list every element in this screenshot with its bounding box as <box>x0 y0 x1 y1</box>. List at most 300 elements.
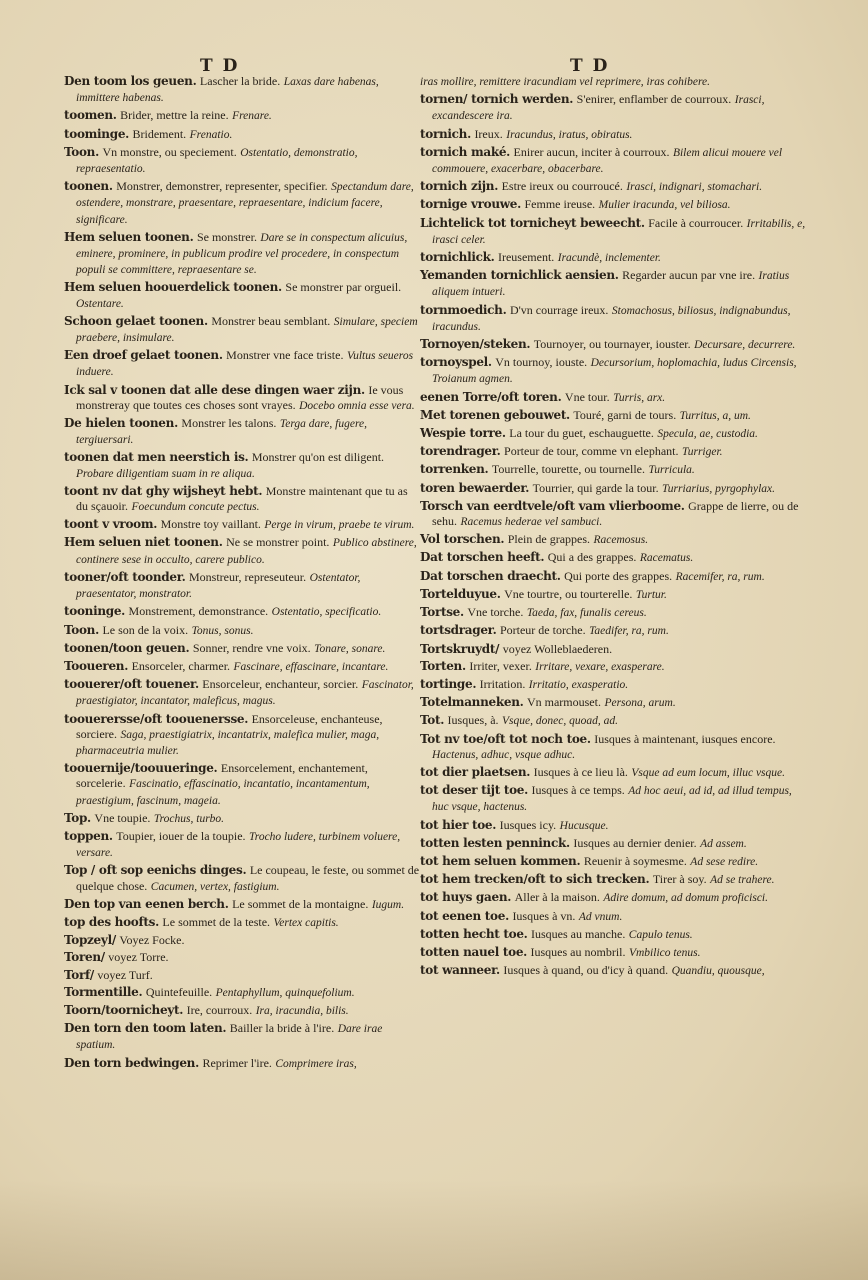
dictionary-entry <box>64 985 420 1001</box>
latin-gloss: Taeda, fax, funalis cereus. <box>526 607 647 620</box>
headword: toonen. <box>64 179 113 194</box>
french-gloss: Bailler la bride à l'ire. <box>229 1021 335 1036</box>
headword: Den torn den toom laten. <box>64 1021 227 1036</box>
french-gloss: Monstrement, demonstrance. <box>128 604 269 619</box>
latin-gloss: Ostentatio, demonstratio, repraesentatio. <box>76 146 358 176</box>
headword: Tortelduyue. <box>420 586 501 601</box>
dictionary-entry <box>64 915 420 931</box>
dictionary-entry <box>420 408 806 424</box>
left-column <box>64 74 420 1074</box>
headword: toomen. <box>64 108 117 123</box>
french-gloss: Porteur de torche. <box>499 623 586 638</box>
latin-gloss: Bilem alicui mouere vel commouere, exacerbare, obacerbare. <box>432 146 783 176</box>
french-gloss: Vne toupie. <box>94 810 151 825</box>
latin-gloss: Saga, praestigiatrix, incantatrix, malefica mulier, maga, pharmaceutria mulier. <box>76 728 380 757</box>
french-gloss: Iusques au nombril. <box>530 944 626 959</box>
french-gloss: Ensorcelement, enchantement, sorcelerie. <box>76 761 368 791</box>
headword: Toon. <box>64 622 99 637</box>
dictionary-entry <box>64 712 420 760</box>
french-gloss: Monstreur, represeuteur. <box>188 569 307 584</box>
latin-gloss: Ad vnum. <box>578 910 623 923</box>
headword: tornich zijn. <box>420 179 499 194</box>
french-gloss: Bridement. <box>132 126 187 141</box>
latin-gloss: Stomachosus, biliosus, indignabundus, iracundus. <box>432 304 791 333</box>
headword: Tot. <box>420 713 445 728</box>
dictionary-entry <box>64 383 420 414</box>
dictionary-entry <box>420 216 806 248</box>
headword: toppen. <box>64 828 113 843</box>
dictionary-entry <box>64 416 420 448</box>
dictionary-entry <box>420 390 806 406</box>
french-gloss: Se monstrer. <box>196 229 257 244</box>
french-gloss: Qui a des grappes. <box>547 550 637 565</box>
french-gloss: Tourrier, qui garde la tour. <box>532 480 659 495</box>
french-gloss: Irriter, vexer. <box>469 658 532 673</box>
page-shadow <box>0 1180 868 1280</box>
headword: toont v vroom. <box>64 517 158 532</box>
dictionary-entry <box>420 550 806 566</box>
latin-gloss: Trochus, turbo. <box>153 812 225 825</box>
french-gloss: Plein de grappes. <box>507 532 591 547</box>
latin-gloss: Turris, arx. <box>613 391 666 404</box>
dictionary-entry <box>420 481 806 497</box>
french-gloss: Quintefeuille. <box>145 984 213 999</box>
headword: Dat torschen draecht. <box>420 568 561 583</box>
dictionary-entry <box>64 145 420 177</box>
french-gloss: Vn monstre, ou speciement. <box>102 144 237 159</box>
latin-gloss: Racemifer, ra, rum. <box>675 570 765 583</box>
headword: torrenken. <box>420 462 489 477</box>
french-gloss: Iusques au dernier denier. <box>573 835 697 850</box>
french-gloss: Iusques à vn. <box>512 908 576 923</box>
french-gloss: Vn marmouset. <box>526 695 601 710</box>
dictionary-entry <box>64 897 420 913</box>
headword: tornoyspel. <box>420 355 492 370</box>
dictionary-entry <box>64 348 420 380</box>
latin-gloss: Hucusque. <box>559 819 609 832</box>
dictionary-entry <box>420 642 806 657</box>
latin-gloss: Racemosus. <box>593 534 649 547</box>
headword: tot hier toe. <box>420 817 497 832</box>
headword: tortsdrager. <box>420 623 497 638</box>
french-gloss: Le sommet de la montaigne. <box>232 896 369 911</box>
french-gloss: Reprimer l'ire. <box>202 1055 272 1070</box>
latin-gloss: Pentaphyllum, quinquefolium. <box>215 986 355 999</box>
french-gloss: Monstrer qu'on est diligent. <box>251 450 385 465</box>
french-gloss: Ne se monstrer point. <box>226 535 330 550</box>
headword: tortinge. <box>420 676 477 691</box>
headword: Tot nv toe/oft tot noch toe. <box>420 731 591 746</box>
headword: toouernije/toouueringe. <box>64 761 218 776</box>
french-gloss: Tourrelle, tourette, ou tournelle. <box>491 462 645 477</box>
dictionary-entry <box>64 1021 420 1053</box>
headword: tot hem trecken/oft to sich trecken. <box>420 872 650 887</box>
latin-gloss: Persona, arum. <box>604 697 676 710</box>
headword: Tortse. <box>420 605 464 620</box>
french-gloss: Le sommet de la teste. <box>162 914 271 929</box>
dictionary-entry <box>64 677 420 709</box>
latin-gloss: Publico abstinere, continere sese in occulto, carere publico. <box>76 537 417 566</box>
latin-gloss: Turritus, a, um. <box>679 409 751 422</box>
french-gloss: Porteur de tour, comme vn elephant. <box>504 444 679 459</box>
headword: Tormentille. <box>64 984 143 999</box>
dictionary-entry <box>64 863 420 894</box>
french-gloss: Monstrer les talons. <box>181 416 277 431</box>
french-gloss: Monstrer vne face triste. <box>226 348 344 363</box>
dictionary-entry <box>420 927 806 943</box>
headword: Totelmanneken. <box>420 695 524 710</box>
french-gloss: voyez Turf. <box>97 967 153 982</box>
dictionary-entry <box>64 623 420 639</box>
latin-gloss: Simulare, speciem praebere, insimulare. <box>76 315 418 345</box>
dictionary-entry <box>420 444 806 460</box>
dictionary-entry <box>64 933 420 948</box>
headword: Vol torschen. <box>420 532 505 547</box>
french-gloss: Le coupeau, le feste, ou sommet de quelque chose. <box>76 863 420 893</box>
latin-gloss: iras mollire, remittere iracundiam vel reprimere, iras cohibere. <box>420 76 711 88</box>
headword: Hem seluen hoouerdelick toonen. <box>64 280 282 295</box>
header-right: T D <box>570 56 610 76</box>
dictionary-entry <box>64 74 420 106</box>
french-gloss: Facile à courroucer. <box>648 215 744 230</box>
headword: tornmoedich. <box>420 302 507 317</box>
french-gloss: voyez Torre. <box>108 950 169 965</box>
dictionary-entry <box>420 945 806 961</box>
headword: Torsch van eerdtvele/oft vam vlierboome. <box>420 498 685 513</box>
latin-gloss: Fascinatio, effascinatio, incantatio, incantamentum, praestigium, fascinum, mageia. <box>76 778 370 807</box>
headword: tooner/oft toonder. <box>64 569 186 584</box>
french-gloss: Monstrer, demonstrer, representer, specifier. <box>116 179 328 194</box>
dictionary-entry <box>64 659 420 675</box>
headword: totten hecht toe. <box>420 926 528 941</box>
french-gloss: Iusques icy. <box>499 817 557 832</box>
dictionary-entry <box>64 517 420 533</box>
latin-gloss: Ad assem. <box>700 837 747 850</box>
latin-gloss: Perge in virum, praebe te virum. <box>264 519 415 532</box>
latin-gloss: Mulier iracunda, vel biliosa. <box>598 199 731 212</box>
french-gloss: Qui porte des grappes. <box>564 568 673 583</box>
latin-gloss: Turriarius, pyrgophylax. <box>662 482 776 495</box>
headword: torendrager. <box>420 444 501 459</box>
dictionary-entry <box>420 854 806 870</box>
latin-gloss: Specula, ae, custodia. <box>657 428 758 441</box>
dictionary-entry <box>64 761 420 809</box>
latin-gloss: Irritatio, exasperatio. <box>528 678 629 691</box>
headword: tot eenen toe. <box>420 908 509 923</box>
dictionary-entry <box>64 641 420 657</box>
headword: Torf/ <box>64 967 94 982</box>
french-gloss: Ireux. <box>474 126 503 141</box>
latin-gloss: Tonus, sonus. <box>191 624 254 637</box>
headword: Toren/ <box>64 950 105 965</box>
latin-gloss: Spectandum dare, ostendere, monstrare, praesentare, repraesentare, indicium facere, significare. <box>76 181 414 226</box>
headword: tornich maké. <box>420 144 511 159</box>
latin-gloss: Irasci, excandescere ira. <box>432 94 765 123</box>
latin-gloss: Docebo omnia esse vera. <box>299 399 415 412</box>
headword: Tornoyen/steken. <box>420 337 531 352</box>
headword: top des hoofts. <box>64 914 159 929</box>
latin-gloss: Dare irae spatium. <box>76 1023 383 1052</box>
latin-gloss: Cacumen, vertex, fastigium. <box>150 880 280 893</box>
headword: tot dier plaetsen. <box>420 764 531 779</box>
latin-gloss: Vmbilico tenus. <box>628 946 701 959</box>
headword: Lichtelick tot tornicheyt beweecht. <box>420 215 645 230</box>
latin-gloss: Decursare, decurrere. <box>694 339 796 352</box>
latin-gloss: Vsque, donec, quoad, ad. <box>502 715 618 728</box>
dictionary-entry <box>420 765 806 781</box>
headword: tot deser tijt toe. <box>420 783 529 798</box>
french-gloss: Ensorceler, charmer. <box>131 658 231 673</box>
french-gloss: Aller à la maison. <box>514 890 600 905</box>
headword: toouerer/oft touener. <box>64 677 199 692</box>
latin-gloss: Comprimere iras, <box>275 1057 357 1070</box>
latin-gloss: Irasci, indignari, stomachari. <box>626 181 763 194</box>
dictionary-entry <box>420 963 806 979</box>
dictionary-entry <box>420 605 806 621</box>
dictionary-entry <box>420 587 806 603</box>
dictionary-entry <box>420 337 806 353</box>
french-gloss: Tirer à soy. <box>652 872 707 887</box>
headword: tot wanneer. <box>420 963 500 978</box>
latin-gloss: Ad sese redire. <box>690 855 759 868</box>
french-gloss: Vne tour. <box>564 389 610 404</box>
latin-gloss: Vsque ad eum locum, illuc vsque. <box>631 766 786 779</box>
dictionary-entry <box>420 92 806 124</box>
latin-gloss: Iratius aliquem intueri. <box>432 270 790 299</box>
french-gloss: Se monstrer par orgueil. <box>285 280 402 295</box>
dictionary-entry <box>420 499 806 530</box>
latin-gloss: Turriger. <box>681 446 723 459</box>
latin-gloss: Ira, iracundia, bilis. <box>255 1004 349 1017</box>
dictionary-entry <box>420 569 806 585</box>
dictionary-entry <box>420 303 806 335</box>
french-gloss: La tour du guet, eschauguette. <box>509 426 654 441</box>
dictionary-entry <box>64 230 420 279</box>
dictionary-entry <box>420 909 806 925</box>
dictionary-entry <box>420 695 806 711</box>
headword: Een droef gelaet toonen. <box>64 348 223 363</box>
headword: tot huys gaen. <box>420 890 512 905</box>
dictionary-entry <box>420 818 806 834</box>
dictionary-entry <box>420 250 806 266</box>
latin-gloss: Vultus seueros induere. <box>76 350 414 379</box>
latin-gloss: Frenare. <box>232 110 272 123</box>
french-gloss: Sonner, rendre vne voix. <box>192 640 311 655</box>
dictionary-entry <box>64 968 420 983</box>
headword: Tortskruydt/ <box>420 641 500 656</box>
french-gloss: Lascher la bride. <box>199 74 281 88</box>
headword: tot hem seluen kommen. <box>420 853 581 868</box>
french-gloss: Monstrer beau semblant. <box>211 313 331 328</box>
french-gloss: Ire, courroux. <box>186 1002 253 1017</box>
french-gloss: Ensorceleuse, enchanteuse, sorciere. <box>76 711 383 741</box>
latin-gloss: Iracundus, iratus, obiratus. <box>506 128 633 141</box>
dictionary-entry <box>64 314 420 346</box>
french-gloss: Reuenir à soymesme. <box>583 853 687 868</box>
dictionary-entry <box>64 450 420 481</box>
latin-gloss: Foecundum concute pectus. <box>131 501 260 514</box>
french-gloss: Regarder aucun par vne ire. <box>622 268 756 283</box>
latin-gloss: Fascinare, effascinare, incantare. <box>233 660 389 673</box>
latin-gloss: Iracundè, inclementer. <box>557 252 661 265</box>
headword: Topzeyl/ <box>64 933 116 948</box>
french-gloss: Femme ireuse. <box>524 197 596 212</box>
headword: Met torenen gebouwet. <box>420 407 570 422</box>
latin-gloss: Taedifer, ra, rum. <box>589 625 669 638</box>
french-gloss: Ireusement. <box>497 250 555 265</box>
french-gloss: Tournoyer, ou tournayer, iouster. <box>533 337 691 352</box>
dictionary-entry <box>420 426 806 442</box>
latin-gloss: Hactenus, adhuc, vsque adhuc. <box>432 748 576 761</box>
latin-gloss: Racematus. <box>639 552 694 565</box>
latin-gloss: Turtur. <box>635 588 667 601</box>
headword: Dat torschen heeft. <box>420 550 545 565</box>
french-gloss: voyez Wolleblaederen. <box>502 641 613 656</box>
latin-gloss: Iugum. <box>371 898 405 911</box>
latin-gloss: Ostentare. <box>76 297 124 310</box>
french-gloss: Touré, garni de tours. <box>573 407 677 422</box>
latin-gloss: Probare diligentiam suam in re aliqua. <box>76 467 255 480</box>
headword: toouerersse/oft toouenersse. <box>64 711 249 726</box>
latin-gloss: Tonare, sonare. <box>314 642 386 655</box>
french-gloss: Iusques à quand, ou d'icy à quand. <box>503 963 669 978</box>
dictionary-entry <box>64 127 420 143</box>
dictionary-entry <box>420 355 806 387</box>
headword: tooninge. <box>64 604 126 619</box>
dictionary-entry <box>420 462 806 478</box>
dictionary-entry <box>420 127 806 143</box>
latin-gloss: Ad se trahere. <box>710 874 775 887</box>
dictionary-entry <box>420 713 806 729</box>
dictionary-entry <box>420 268 806 300</box>
dictionary-entry <box>420 659 806 675</box>
headword: tornige vrouwe. <box>420 197 522 212</box>
latin-gloss: Terga dare, fugere, tergiuersari. <box>76 418 367 447</box>
headword: tornichlick. <box>420 250 495 265</box>
latin-gloss: Racemus hederae vel sambuci. <box>460 516 603 529</box>
headword: Top / oft sop eenichs dinges. <box>64 863 247 878</box>
headword: Hem seluen toonen. <box>64 229 194 244</box>
headword: toonen dat men neerstich is. <box>64 450 249 465</box>
latin-gloss: Adire domum, ad domum proficisci. <box>603 892 768 905</box>
french-gloss: Voyez Focke. <box>119 933 185 948</box>
dictionary-entry <box>420 74 806 90</box>
latin-gloss: Trocho ludere, turbinem voluere, versare. <box>76 830 401 860</box>
dictionary-entry <box>64 535 420 567</box>
headword: Ick sal v toonen dat alle dese dingen waer zijn. <box>64 382 365 397</box>
headword: Torten. <box>420 658 466 673</box>
dictionary-entry <box>420 623 806 639</box>
dictionary-entry <box>420 783 806 815</box>
latin-gloss: Ostentator, praesentator, monstrator. <box>76 571 361 601</box>
headword: Den toom los geuen. <box>64 74 197 88</box>
latin-gloss: Quandiu, quousque, <box>671 965 765 978</box>
dictionary-entry <box>64 829 420 861</box>
french-gloss: Brider, mettre la reine. <box>120 108 229 123</box>
french-gloss: Vn tournoy, iouste. <box>495 355 588 370</box>
headword: totten nauel toe. <box>420 944 528 959</box>
headword: eenen Torre/oft toren. <box>420 389 562 404</box>
latin-gloss: Capulo tenus. <box>628 928 693 941</box>
french-gloss: Ie vous monstreray que toutes ces choses sont vrayes. <box>76 382 404 412</box>
french-gloss: Iusques à maintenant, iusques encore. <box>594 731 776 746</box>
dictionary-entry <box>420 532 806 548</box>
french-gloss: Vne torche. <box>467 605 524 620</box>
french-gloss: Iusques à ce lieu là. <box>533 764 628 779</box>
headword: Hem seluen niet toonen. <box>64 535 223 550</box>
french-gloss: Le son de la voix. <box>102 622 189 637</box>
headword: tornen/ tornich werden. <box>420 92 574 107</box>
header-left: T D <box>200 56 240 76</box>
dictionary-entry <box>64 179 420 228</box>
french-gloss: Enirer aucun, inciter à courroux. <box>513 144 670 159</box>
latin-gloss: Dare se in conspectum alicuius, eminere, prominere, in publicum prodire vel procedere, in conspectum populi se committere, repraesentare se. <box>76 231 408 277</box>
french-gloss: Ensorceleur, enchanteur, sorcier. <box>202 677 359 692</box>
french-gloss: Estre ireux ou courroucé. <box>501 179 623 194</box>
headword: Toon. <box>64 144 99 159</box>
dictionary-entry <box>420 197 806 213</box>
latin-gloss: Ad hoc aeui, ad id, ad illud tempus, huc vsque, hactenus. <box>432 785 792 814</box>
headword: toont nv dat ghy wijsheyt hebt. <box>64 483 263 498</box>
dictionary-entry <box>64 1056 420 1072</box>
latin-gloss: Frenatio. <box>189 128 233 141</box>
dictionary-entry <box>420 179 806 195</box>
french-gloss: Iusques au manche. <box>531 926 626 941</box>
dictionary-entry <box>420 732 806 763</box>
headword: De hielen toonen. <box>64 416 178 431</box>
dictionary-entry <box>64 811 420 827</box>
dictionary-entry <box>420 890 806 906</box>
dictionary-entry <box>64 570 420 602</box>
french-gloss: Iusques, à. <box>447 713 499 728</box>
headword: toren bewaerder. <box>420 480 530 495</box>
dictionary-entry <box>420 677 806 693</box>
latin-gloss: Ostentatio, specificatio. <box>271 606 382 619</box>
latin-gloss: Laxas dare habenas, immittere habenas. <box>76 76 379 105</box>
headword: totten lesten penninck. <box>420 835 570 850</box>
dictionary-entry <box>64 280 420 311</box>
latin-gloss: Turricula. <box>648 464 695 477</box>
dictionary-entry <box>64 950 420 965</box>
headword: Wespie torre. <box>420 426 506 441</box>
french-gloss: Irritation. <box>479 676 526 691</box>
right-column <box>420 74 806 981</box>
headword: Den top van eenen berch. <box>64 896 229 911</box>
french-gloss: S'enirer, enflamber de courroux. <box>576 92 732 107</box>
dictionary-entry <box>420 145 806 177</box>
headword: Tooueren. <box>64 658 129 673</box>
dictionary-entry <box>64 484 420 515</box>
dictionary-entry <box>64 1003 420 1019</box>
french-gloss: Vne tourtre, ou tourterelle. <box>504 586 633 601</box>
latin-gloss: Irritare, vexare, exasperare. <box>535 660 665 673</box>
french-gloss: Toupier, iouer de la toupie. <box>116 828 246 843</box>
headword: Den torn bedwingen. <box>64 1055 199 1070</box>
headword: tornich. <box>420 126 471 141</box>
french-gloss: Monstre toy vaillant. <box>160 517 261 532</box>
headword: Yemanden tornichlick aensien. <box>420 268 619 283</box>
headword: Top. <box>64 810 91 825</box>
latin-gloss: Fascinator, praestigiator, incantator, maleficus, magus. <box>76 679 414 708</box>
headword: toominge. <box>64 126 130 141</box>
dictionary-entry <box>64 604 420 620</box>
dictionary-entry <box>64 108 420 124</box>
french-gloss: D'vn courrage ireux. <box>509 302 609 317</box>
headword: toonen/toon geuen. <box>64 640 190 655</box>
french-gloss: Grappe de lierre, ou de sehu. <box>432 498 799 529</box>
dictionary-entry <box>420 872 806 888</box>
latin-gloss: Vertex capitis. <box>273 916 339 929</box>
